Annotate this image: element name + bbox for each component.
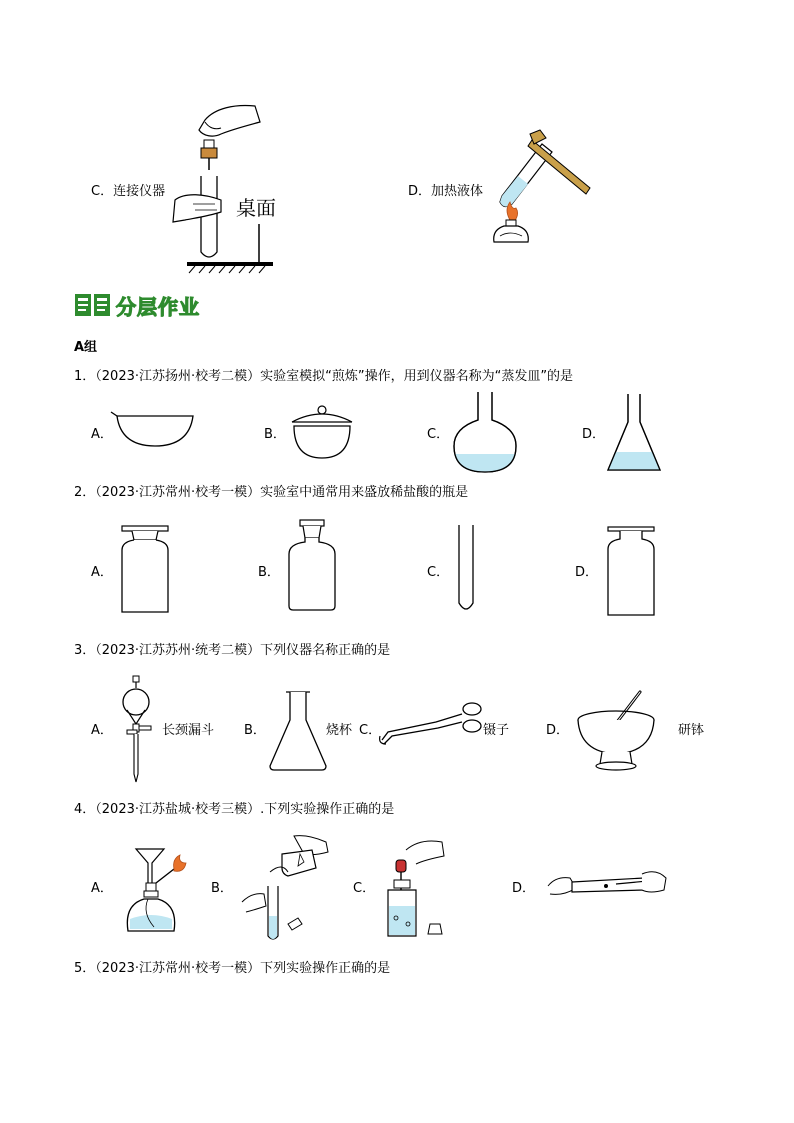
- option-c-label: C．连接仪器: [91, 184, 166, 199]
- crucible-with-lid: [288, 404, 356, 462]
- desk-label: 桌面: [236, 196, 276, 220]
- q4-option-c: C．: [353, 881, 376, 896]
- option-d-label: D．加热液体: [408, 184, 484, 199]
- pouring-liquid: [238, 832, 338, 944]
- question-1-stem: 1．（2023·江苏扬州·校考二模）实验室模拟“煎炼”操作，用到仪器名称为“蒸发皿”的是: [74, 369, 574, 384]
- q2-option-c: C．: [427, 565, 450, 580]
- banner-title: 分层作业: [116, 295, 200, 319]
- evaporating-dish: [115, 412, 195, 448]
- q4-option-b: B．: [211, 881, 233, 896]
- q3-option-d: D．: [546, 723, 570, 738]
- q3-option-a: A．: [91, 723, 113, 738]
- q3-name-b: 烧杯: [326, 723, 353, 738]
- adding-solid-to-test-tube: [546, 864, 668, 908]
- narrow-mouth-bottle: [287, 520, 337, 612]
- heating-liquid-illustration: [490, 130, 600, 250]
- question-5-stem: 5．（2023·江苏常州·校考一模）下列实验操作正确的是: [74, 961, 391, 976]
- q3-option-c: C．: [359, 723, 382, 738]
- section-banner: [74, 291, 234, 321]
- dropper-into-bottle: [380, 834, 450, 942]
- q2-option-b: B．: [258, 565, 280, 580]
- q1-option-a: A．: [91, 427, 113, 442]
- test-tube-connect-illustration: [165, 100, 285, 275]
- q3-name-d: 研钵: [678, 723, 705, 738]
- test-tube: [456, 523, 476, 615]
- crucible-tongs: [378, 700, 484, 746]
- q2-option-a: A．: [91, 565, 113, 580]
- question-3-stem: 3．（2023·江苏苏州·统考二模）下列仪器名称正确的是: [74, 643, 391, 658]
- separatory-funnel: [117, 676, 157, 784]
- q3-name-c: 镊子: [483, 723, 510, 738]
- round-bottom-flask: [452, 390, 518, 474]
- q4-option-a: A．: [91, 881, 113, 896]
- question-4-stem: 4．（2023·江苏盐城·校考三模）.下列实验操作正确的是: [74, 802, 395, 817]
- wide-mouth-bottle: [120, 526, 170, 616]
- mortar-and-pestle: [576, 690, 658, 774]
- q1-option-c: C．: [427, 427, 450, 442]
- lamp-lighting-lamp: [118, 843, 196, 935]
- question-2-stem: 2．（2023·江苏常州·校考一模）实验室中通常用来盛放稀盐酸的瓶是: [74, 485, 469, 500]
- q1-option-d: D．: [582, 427, 606, 442]
- q3-name-a: 长颈漏斗: [162, 723, 215, 738]
- q4-option-d: D．: [512, 881, 536, 896]
- group-heading: A组: [74, 340, 98, 355]
- notebook-icon: [74, 293, 112, 317]
- dropper-bottle: [606, 527, 656, 617]
- q3-option-b: B．: [244, 723, 266, 738]
- conical-flask-empty: [268, 690, 328, 772]
- conical-flask: [606, 392, 662, 474]
- q1-option-b: B．: [264, 427, 286, 442]
- q2-option-d: D．: [575, 565, 599, 580]
